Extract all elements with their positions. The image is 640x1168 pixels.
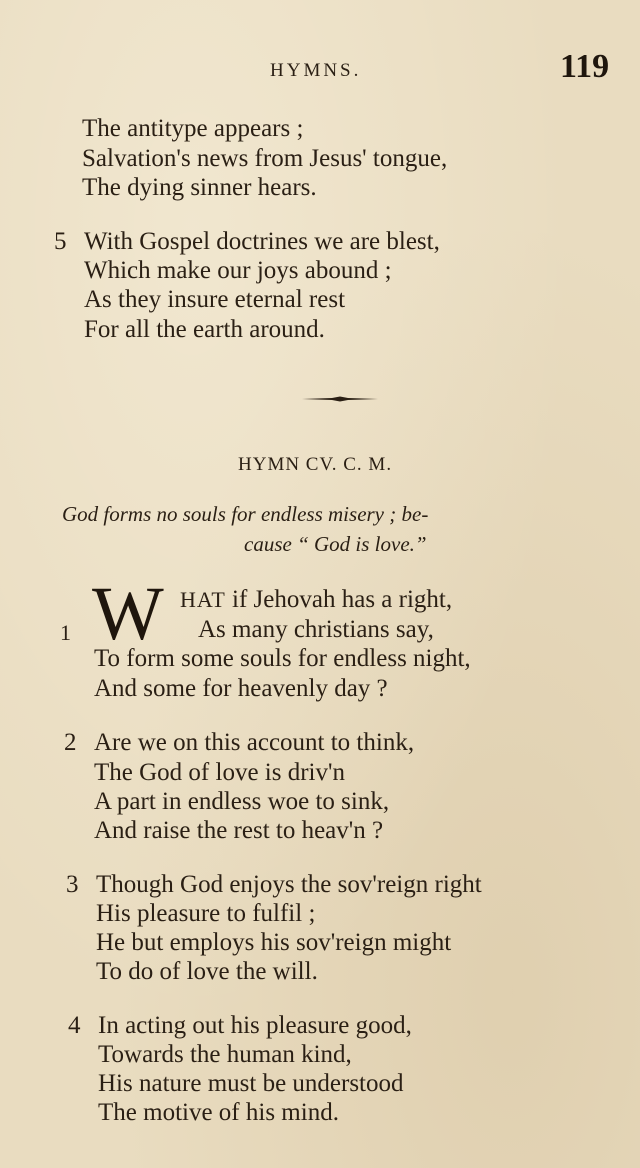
verse-line: Though God enjoys the sov'reign right [96,871,482,898]
running-head: HYMNS. [270,60,362,81]
stanza-number: 3 [66,871,79,898]
stanza-number: 5 [54,228,67,255]
verse-line: The dying sinner hears. [82,174,317,201]
verse-line: The motive of his mind. [98,1099,339,1126]
stanza-number: 4 [68,1012,81,1039]
verse-line: And some for heavenly day ? [94,675,388,702]
verse-line: As they insure eternal rest [84,286,346,313]
verse-line: The God of love is driv'n [94,759,345,786]
verse-line: A part in endless woe to sink, [94,788,390,815]
verse-line: With Gospel doctrines we are blest, [84,228,440,255]
verse-line: Salvation's news from Jesus' tongue, [82,145,448,172]
verse-line-tail: if Jehovah has a right, [225,586,453,613]
verse-line: To do of love the will. [96,958,318,985]
stanza-number: 1 [60,620,71,645]
verse-line: Are we on this account to think, [94,729,415,756]
verse-line [180,587,452,612]
verse-line: For all the earth around. [84,316,325,343]
stanza-number: 2 [64,729,77,756]
verse-line: The antitype appears ; [82,115,304,142]
hymn-subtitle: God forms no souls for endless misery ; be- [62,502,429,526]
verse-line: In acting out his pleasure good, [98,1012,412,1039]
page-number: 119 [560,48,610,85]
hymn-subtitle: cause “ God is love.” [244,532,427,556]
verse-line: To form some souls for endless night, [94,645,471,672]
verse-line: His pleasure to fulfil ; [96,900,316,927]
verse-line: Which make our joys abound ; [84,257,392,284]
drop-cap-continuation: HAT [180,587,226,612]
ornament-rule [302,396,378,402]
verse-line: As many christians say, [198,616,434,643]
drop-cap: W [92,572,164,656]
verse-line: His nature must be understood [98,1070,404,1097]
verse-line: He but employs his sov'reign might [96,929,452,956]
hymn-title: HYMN CV. C. M. [238,454,393,475]
verse-line: And raise the rest to heav'n ? [94,817,384,844]
verse-line: Towards the human kind, [98,1041,352,1068]
